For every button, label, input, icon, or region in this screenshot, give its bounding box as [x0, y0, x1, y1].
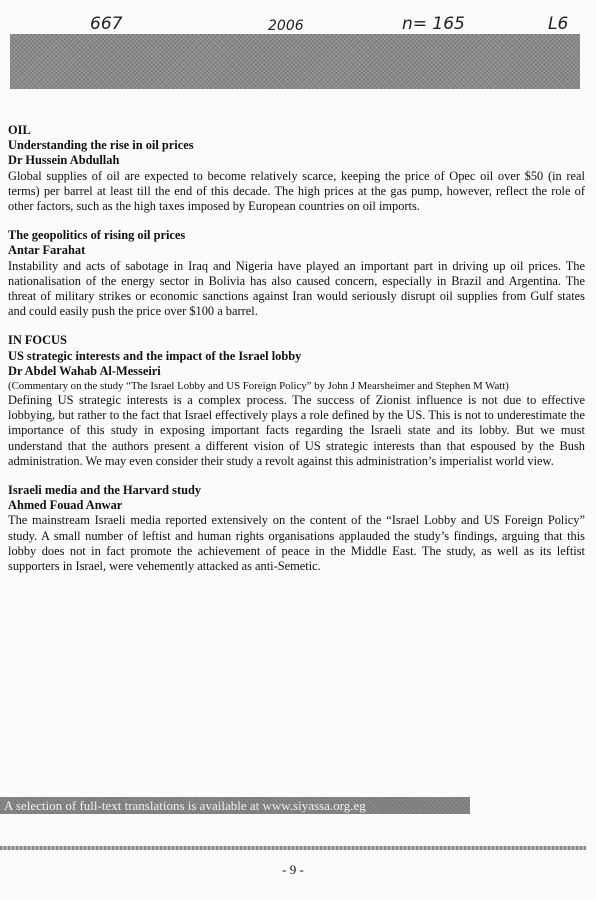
handwritten-code: L6 [548, 14, 569, 34]
handwritten-year: 2006 [268, 18, 304, 34]
article-body: Instability and acts of sabotage in Iraq and Nigeria have played an important part in driving up oil prices. The nationalisation of the energy sector in Bolivia has also caused concern, especially in Brazil and Argentina. The threat of military strikes or economic sanctions against Iran would seriously disrupt oil supplies from Gulf states and could easily push the price over $100 a barrel. [8, 258, 585, 319]
article-note: (Commentary on the study “The Israel Lobby and US Foreign Policy” by John J Mearsheimer and Stephen M Watt) [8, 380, 509, 393]
footer-rule [0, 846, 586, 850]
article-title: The geopolitics of rising oil prices [8, 228, 186, 243]
section-label-in-focus: IN FOCUS [8, 333, 67, 348]
article [8, 228, 585, 319]
article-title: US strategic interests and the impact of the Israel lobby [8, 348, 302, 363]
article [8, 483, 585, 574]
article [8, 138, 585, 214]
article-body: The mainstream Israeli media reported extensively on the content of the “Israel Lobby and US Foreign Policy” study. A small number of leftist and human rights organisations applauded the study’s findings, arguing that this lobby does not in fact promote the achievement of peace in the Middle East. The study, as well as its leftist supporters in Israel, were vehemently attacked as anti-Semetic. [8, 513, 585, 574]
article-author: Dr Hussein Abdullah [8, 153, 120, 168]
article-list [8, 123, 585, 574]
article-body: Global supplies of oil are expected to become relatively scarce, keeping the price of Opec oil over $50 (in real terms) per barrel at least till the end of this decade. The high prices at the gas pump, however, reflect the role of other factors, such as the high taxes imposed by European countries on oil imports. [8, 168, 585, 214]
article-author: Antar Farahat [8, 243, 86, 258]
handwritten-number: 667 [90, 14, 123, 34]
footer-banner [0, 797, 470, 814]
article-body: Defining US strategic interests is a complex process. The success of Zionist influence is not due to effective lobbying, but rather to the fact that Israel effectively plays a role defined by the US. This is not to underestimate the importance of this study in exposing important facts regarding the Israeli state and its lobby. But we must understand that the authors present a different vision of US strategic interests than that espoused by the Bush administration. We may even consider their study a revolt against this administration’s imperialist world view. [8, 393, 585, 468]
article-author: Ahmed Fouad Anwar [8, 498, 123, 513]
header-band [10, 34, 580, 89]
page-number: - 9 - [282, 862, 304, 877]
article [8, 349, 585, 469]
article-title: Israeli media and the Harvard study [8, 483, 202, 498]
footer-text: A selection of full-text translations is available at www.siyassa.org.eg [4, 798, 366, 813]
article-title: Understanding the rise in oil prices [8, 138, 194, 153]
article-author: Dr Abdel Wahab Al-Messeiri [8, 363, 161, 378]
handwritten-count: n= 165 [402, 14, 465, 34]
section-label-oil: OIL [8, 123, 31, 137]
